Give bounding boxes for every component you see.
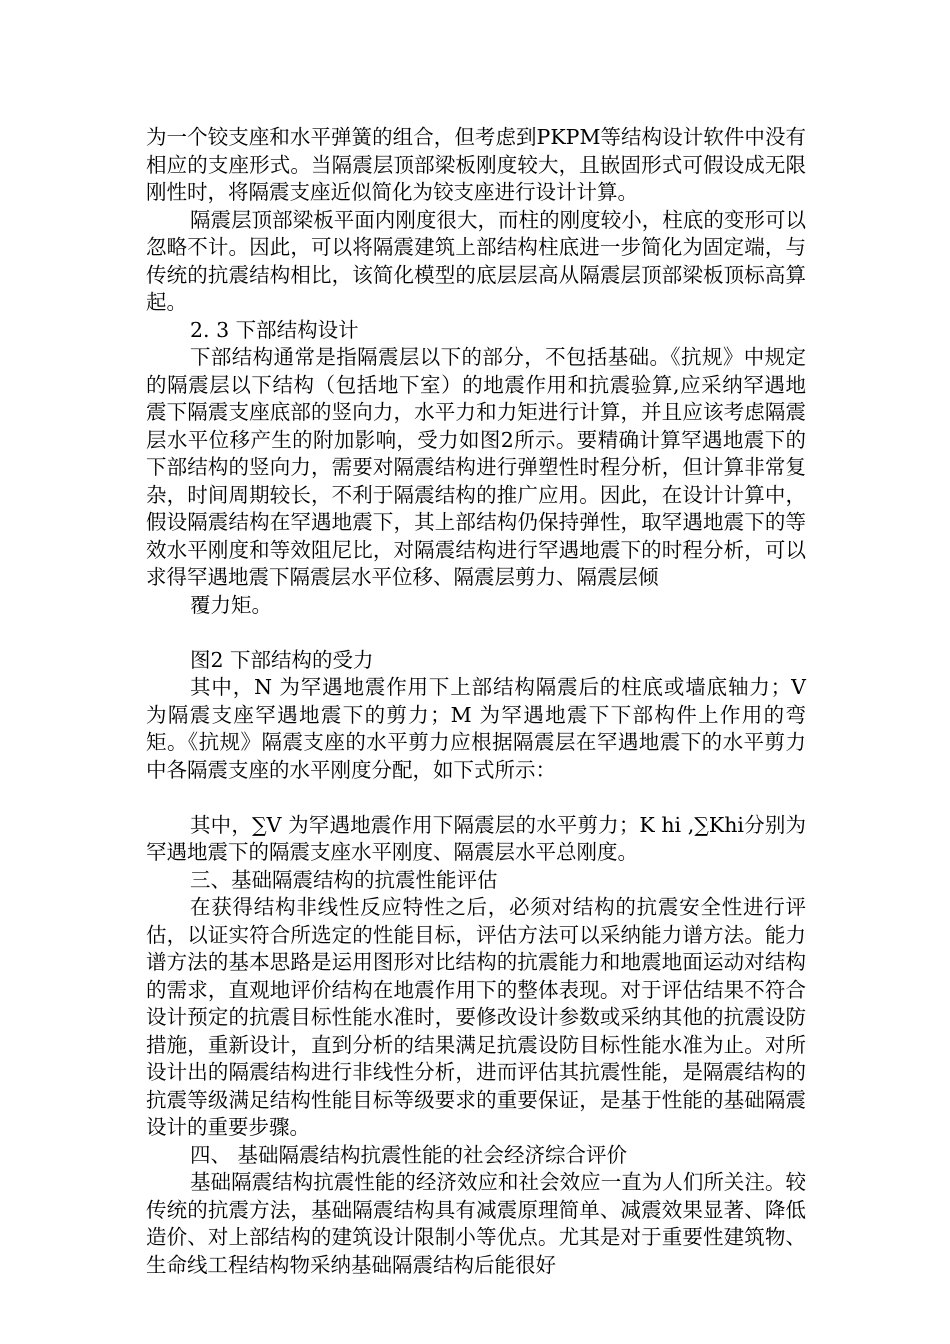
- paragraph-formula-explanation: 其中，∑V 为罕遇地震作用下隔震层的水平剪力；K hi ,∑Khi分别为罕遇地震下的隔震支座水平刚度、隔震层水平总刚度。: [146, 812, 806, 864]
- paragraph-top-slab-stiffness: 隔震层顶部梁板平面内刚度很大，而柱的刚度较小，柱底的变形可以忽略不计。因此，可以将隔震建筑上部结构柱底进一步简化为固定端，与传统的抗震结构相比，该简化模型的底层层高从隔震层顶部梁板顶标高算起。: [146, 207, 806, 314]
- figure-placeholder-space: [146, 619, 806, 647]
- section-heading-3: 三、基础隔震结构的抗震性能评估: [190, 867, 498, 892]
- section-heading-2-3: 2. 3 下部结构设计: [190, 317, 359, 342]
- paragraph-socioeconomic-evaluation: 基础隔震结构抗震性能的经济效应和社会效应一直为人们所关注。较传统的抗震方法，基础隔震结构具有减震原理简单、减震效果显著、降低造价、对上部结构的建筑设计限制小等优点。尤其是对于重要性建筑物、生命线工程结构物采纳基础隔震结构后能很好: [146, 1170, 806, 1277]
- paragraph-performance-assessment: 在获得结构非线性反应特性之后，必须对结构的抗震安全性进行评估，以证实符合所选定的性能目标，评估方法可以采纳能力谱方法。能力谱方法的基本思路是运用图形对比结构的抗震能力和地震地面运动对结构的需求，直观地评价结构在地震作用下的整体表现。对于评估结果不符合设计预定的抗震目标性能水准时，要修改设计参数或采纳其他的抗震设防措施，重新设计，直到分析的结果满足抗震设防目标性能水准为止。对所设计出的隔震结构进行非线性分析，进而评估其抗震性能，是隔震结构的抗震等级满足结构性能目标等级要求的重要保证，是基于性能的基础隔震设计的重要步骤。: [146, 895, 806, 1139]
- document-body: [146, 124, 806, 1279]
- figure-caption: 图2 下部结构的受力: [190, 647, 374, 672]
- paragraph-overturning-moment: 覆力矩。: [190, 592, 272, 617]
- formula-placeholder-space: [146, 784, 806, 812]
- paragraph-bearing-combination: 为一个铰支座和水平弹簧的组合，但考虑到PKPM等结构设计软件中没有相应的支座形式。当隔震层顶部梁板刚度较大，且嵌固形式可假设成无限刚性时，将隔震支座近似简化为铰支座进行设计计算。: [146, 125, 806, 204]
- section-heading-4: 四、 基础隔震结构抗震性能的社会经济综合评价: [190, 1142, 628, 1167]
- paragraph-substructure-design: 下部结构通常是指隔震层以下的部分，不包括基础。《抗规》中规定的隔震层以下结构（包括地下室）的地震作用和抗震验算,应采纳罕遇地震下隔震支座底部的竖向力，水平力和力矩进行计算，并且应该考虑隔震层水平位移产生的附加影响，受力如图2所示。要精确计算罕遇地震下的下部结构的竖向力，需要对隔震结构进行弹塑性时程分析，但计算非常复杂，时间周期较长，不利于隔震结构的推广应用。因此，在设计计算中，假设隔震结构在罕遇地震下，其上部结构仍保持弹性，取罕遇地震下的等效水平刚度和等效阻尼比，对隔震结构进行罕遇地震下的时程分析，可以求得罕遇地震下隔震层水平位移、隔震层剪力、隔震层倾: [146, 345, 806, 589]
- paragraph-force-definitions: 其中，N 为罕遇地震作用下上部结构隔震后的柱底或墙底轴力；V 为隔震支座罕遇地震下的剪力；M 为罕遇地震下下部构件上作用的弯矩。《抗规》隔震支座的水平剪力应根据隔震层在罕遇地震下的水平剪力中各隔震支座的水平刚度分配，如下式所示：: [146, 675, 806, 782]
